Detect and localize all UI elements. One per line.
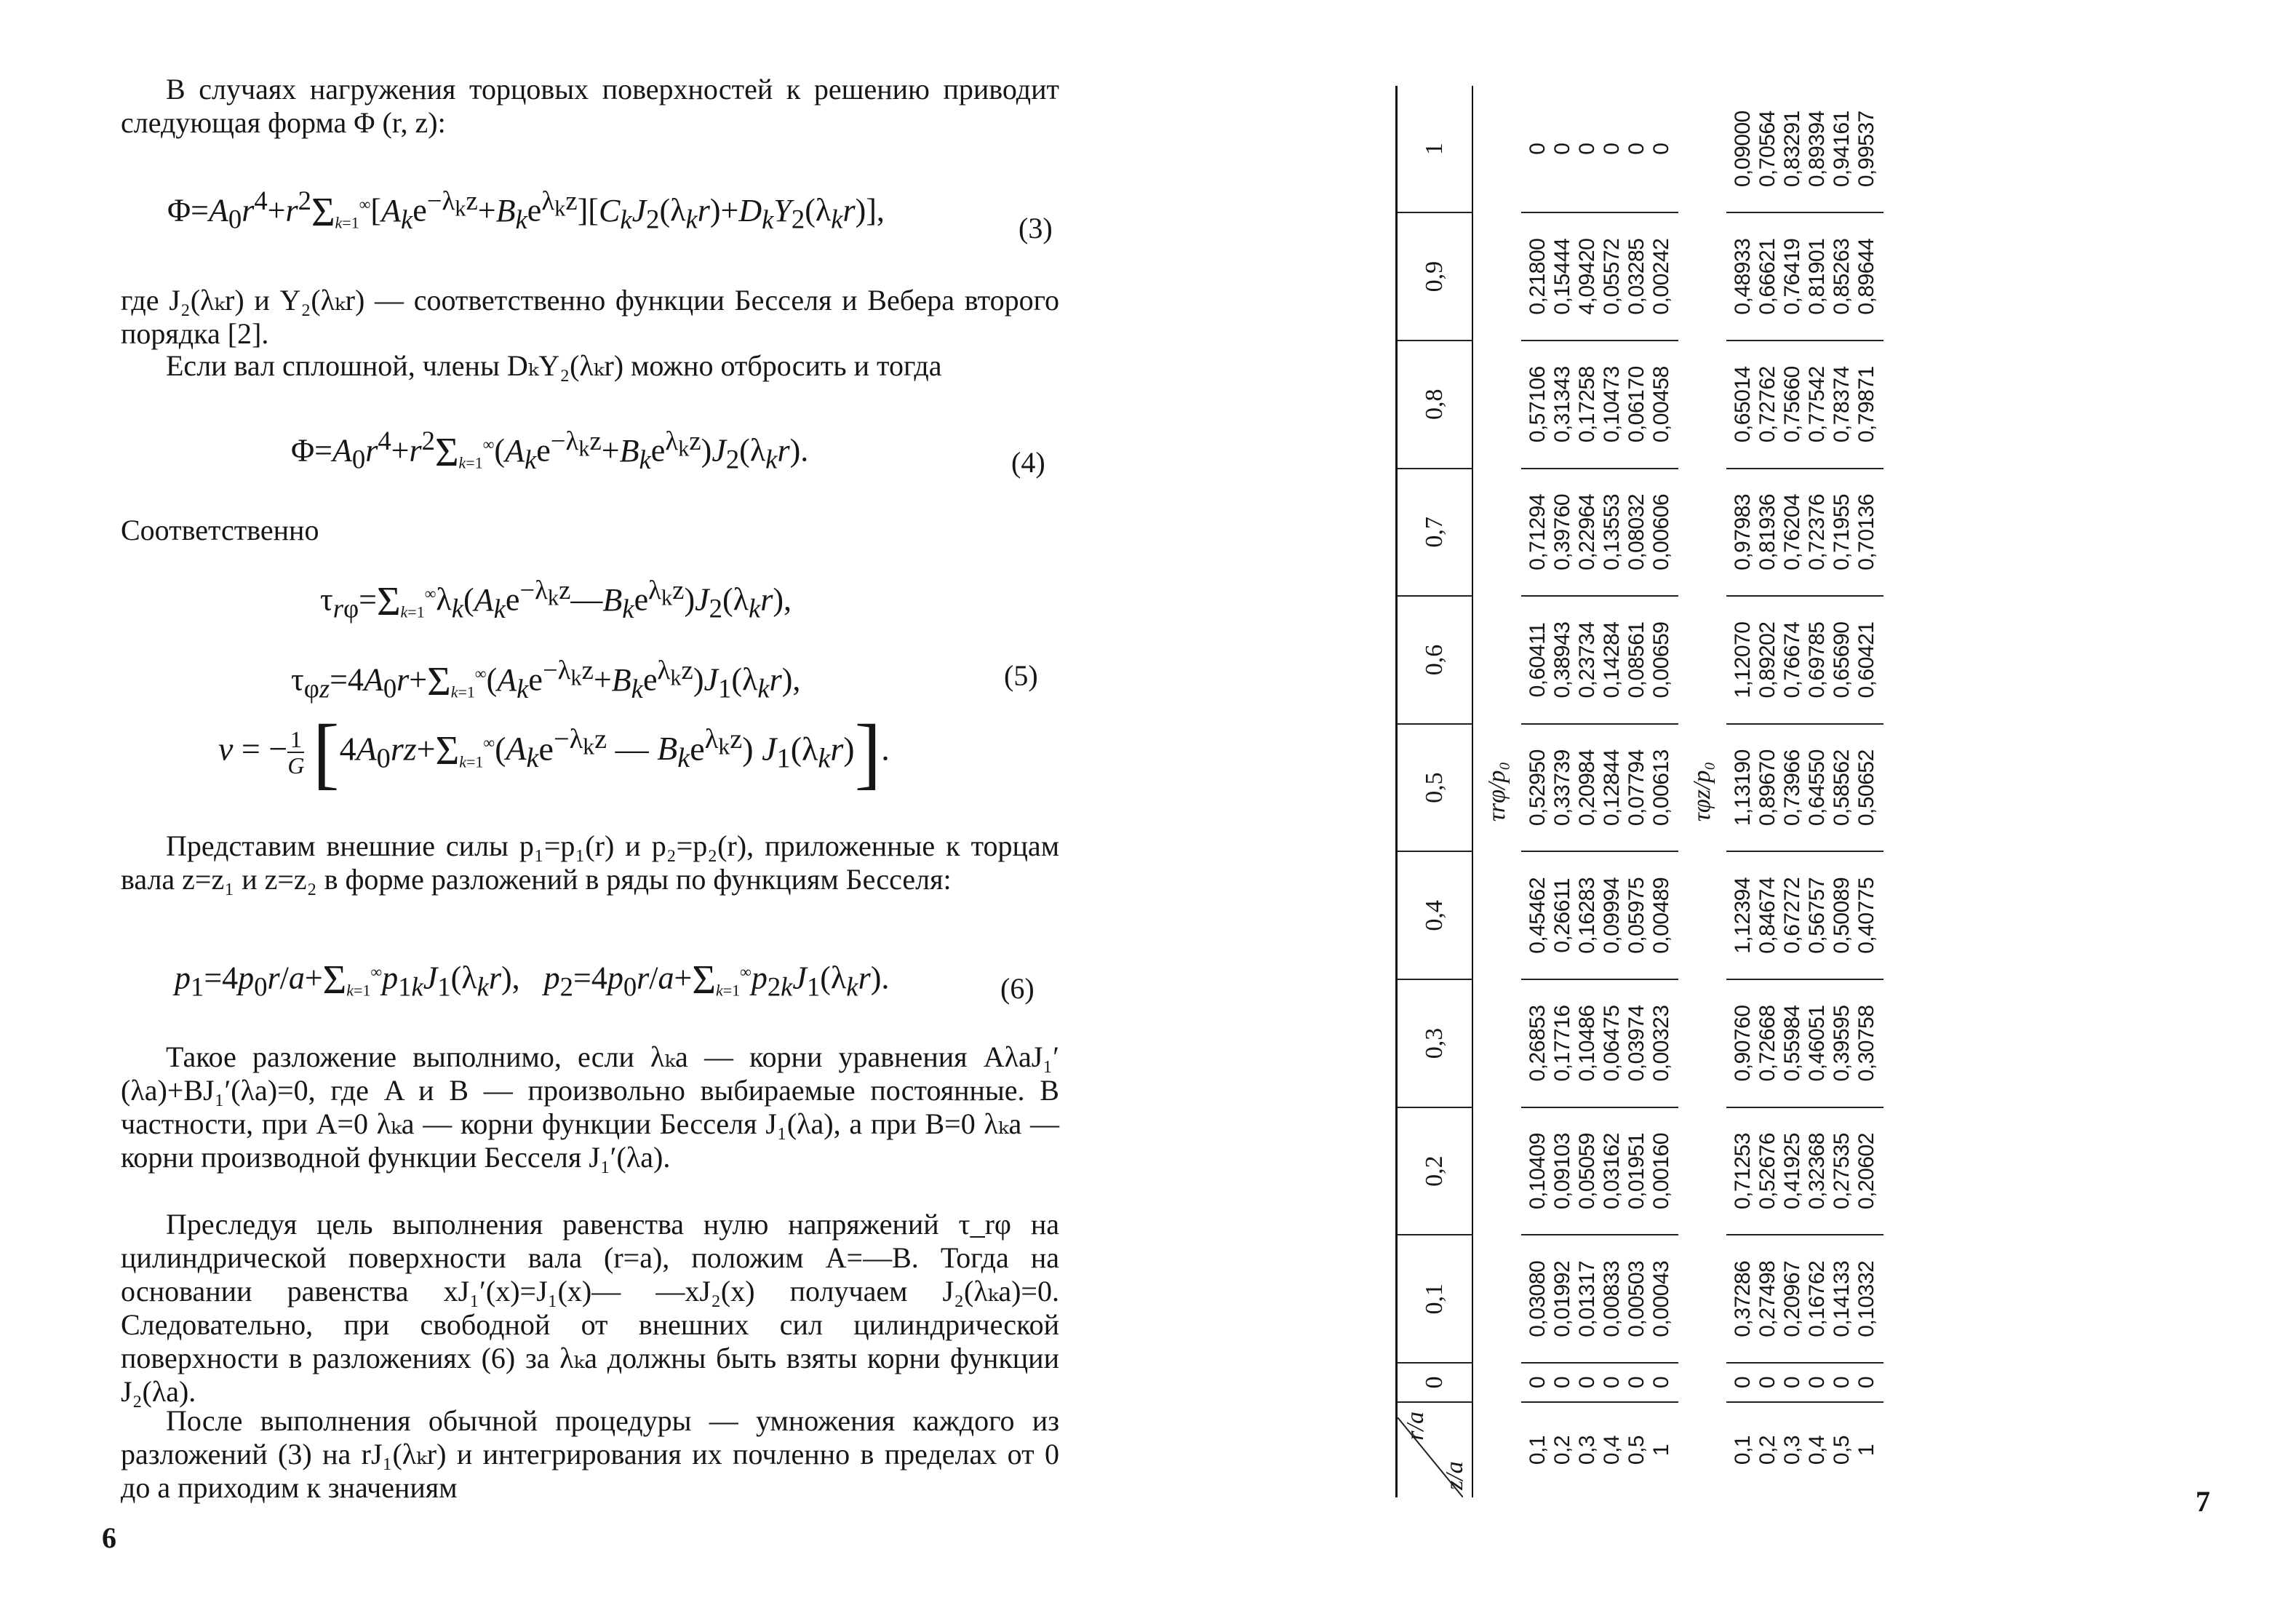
cell-value: 0,66621 <box>1755 238 1779 315</box>
cell-value: 0,00323 <box>1649 1005 1673 1082</box>
cell-value: 0,89670 <box>1755 749 1779 827</box>
cell-value: 0,06170 <box>1625 366 1649 443</box>
paragraph-intro: В случаях нагружения торцовых поверхностей к решению приводит следующая форма Φ (r, z): <box>121 73 1059 139</box>
cell-value: 0 <box>1625 1376 1649 1389</box>
paragraph-bessel-weber: где J₂(λₖr) и Y₂(λₖr) — соответственно функции Бесселя и Вебера второго порядка [2]. <box>121 284 1059 350</box>
cell-value: 0,08032 <box>1625 493 1649 570</box>
cell-value: 0,05059 <box>1575 1133 1599 1210</box>
rotated-stress-table <box>1395 86 1878 1497</box>
equation-3: $\Phi=A_0r^4+r^2\Sigma_{k=1}^\infty[A_ke^{-\lambda_kz}+B_ke^{\lambda_kz}][C_kJ_2(\lambda_kr)+D_kY_2(\lambda_kr)]$, <box>167 186 885 235</box>
cell-value: 0,72762 <box>1755 366 1779 443</box>
cell-value: 0,57106 <box>1526 366 1550 443</box>
cell-value: 0,14133 <box>1830 1260 1854 1337</box>
z-value: 0,1 <box>1526 1435 1550 1465</box>
cell-value: 0,83291 <box>1780 111 1804 188</box>
cell-value: 0,37286 <box>1731 1260 1755 1337</box>
paragraph-stress-condition: Преследуя цель выполнения равенства нулю напряжений τ_rφ на цилиндрической поверхности вала (r=a), положим A=—B. Тогда на основании равенства xJ₁′(x)=J₁(x)— —xJ₂(x) получаем J₂(λₖa)=0. Следовательно, при свободной от внешних сил цилиндрической поверхности в разложениях (6) за λₖa должны быть взяты корни функции J₂(λa). <box>121 1208 1059 1408</box>
paragraph-procedure: После выполнения обычной процедуры — умножения каждого из разложений (3) на rJ₁(λₖr) и интегрирования их почленно в пределах от 0 до a приходим к значениям <box>121 1404 1059 1504</box>
column-header: 0,6 <box>1397 596 1473 724</box>
cell-value: 0 <box>1830 1376 1854 1389</box>
cell-value: 0,00458 <box>1649 366 1673 443</box>
cell-value: 0,64550 <box>1805 749 1829 827</box>
cell-value: 0,65690 <box>1830 621 1854 698</box>
cell-value: 0,71253 <box>1731 1133 1755 1210</box>
cell-value: 0,81936 <box>1755 493 1779 570</box>
cell-value: 0 <box>1780 1376 1804 1389</box>
table-cell <box>1726 1107 1884 1235</box>
cell-value: 0,17716 <box>1550 1005 1574 1082</box>
z-value: 0,1 <box>1731 1435 1755 1465</box>
cell-value: 0,69785 <box>1805 621 1829 698</box>
cell-value: 0,84674 <box>1755 877 1779 954</box>
column-header: 0,1 <box>1397 1235 1473 1363</box>
cell-value: 0,56757 <box>1805 877 1829 954</box>
column-header: 0 <box>1397 1363 1473 1402</box>
cell-value: 0 <box>1805 1376 1829 1389</box>
cell-value: 0,26853 <box>1526 1005 1550 1082</box>
cell-value: 0,16283 <box>1575 877 1599 954</box>
cell-value: 0,12844 <box>1600 749 1624 827</box>
table-row <box>1726 86 1884 1497</box>
cell-value: 0,76204 <box>1780 493 1804 570</box>
cell-value: 0,45462 <box>1526 877 1550 954</box>
cell-value: 0,07794 <box>1625 749 1649 827</box>
equation-4-number: (4) <box>1011 446 1045 479</box>
cell-value: 0,10409 <box>1526 1133 1550 1210</box>
cell-value: 0,13553 <box>1600 493 1624 570</box>
paragraph-expansion: Такое разложение выполнимо, если λₖa — корни уравнения AλaJ₁′(λa)+BJ₁′(λa)=0, где A и B — произвольно выбираемые постоянные. В частности, при A=0 λₖa — корни функции Бесселя J₁(λa), а при B=0 λₖa — корни производной функции Бесселя J₁′(λa). <box>121 1040 1059 1174</box>
cell-value: 0 <box>1600 143 1624 155</box>
table-cell <box>1726 1363 1884 1402</box>
equation-5b: $\tau_{\varphi z}=4A_0r+\Sigma_{k=1}^\infty(A_ke^{-\lambda_kz}+B_ke^{\lambda_kz})J_1(\lambda_kr)$, <box>291 655 801 704</box>
z-value: 0,5 <box>1830 1435 1854 1465</box>
cell-value: 1,12070 <box>1731 621 1755 698</box>
cell-value: 0,50652 <box>1854 749 1878 827</box>
z-value: 0,3 <box>1575 1435 1599 1465</box>
cell-value: 0,48933 <box>1731 238 1755 315</box>
corner-label-za: z/a <box>1441 1461 1468 1490</box>
cell-value: 0,22964 <box>1575 493 1599 570</box>
cell-value: 0,00606 <box>1649 493 1673 570</box>
cell-value: 0,72668 <box>1755 1005 1779 1082</box>
cell-value: 0,00613 <box>1649 749 1673 827</box>
equation-5-number: (5) <box>1004 659 1038 692</box>
z-value: 0,4 <box>1600 1435 1624 1465</box>
cell-value: 0,30758 <box>1854 1005 1878 1082</box>
cell-value: 0,38943 <box>1550 621 1574 698</box>
cell-value: 0,89202 <box>1755 621 1779 698</box>
table-cell <box>1726 979 1884 1107</box>
equation-5a: $\tau_{r\varphi}=\Sigma_{k=1}^\infty\lambda_k(A_ke^{-\lambda_kz}—B_ke^{\lambda_kz})J_2(\lambda_kr)$, <box>320 575 792 624</box>
cell-value: 0,00489 <box>1649 877 1673 954</box>
cell-value: 0,03974 <box>1625 1005 1649 1082</box>
table-cell <box>1521 469 1678 597</box>
corner-label-ra: r/a <box>1402 1412 1429 1441</box>
cell-value: 0,33739 <box>1550 749 1574 827</box>
page-number-right: 7 <box>2196 1485 2210 1518</box>
cell-value: 0 <box>1550 143 1574 155</box>
cell-value: 0,58562 <box>1830 749 1854 827</box>
cell-value: 0 <box>1625 143 1649 155</box>
cell-value: 0,85263 <box>1830 238 1854 315</box>
cell-value: 0,27498 <box>1755 1260 1779 1337</box>
table-cell <box>1521 341 1678 469</box>
column-header: 0,5 <box>1397 724 1473 852</box>
cell-value: 0 <box>1575 1376 1599 1389</box>
paragraph-correspondingly: Соответственно <box>121 514 319 546</box>
column-header: 0,9 <box>1397 212 1473 341</box>
section-label-tphiz: τφz/p₀ <box>1689 761 1715 822</box>
table-cell <box>1726 1235 1884 1363</box>
table-cell <box>1726 724 1884 852</box>
column-header: 1 <box>1397 86 1473 212</box>
cell-value: 0,76419 <box>1780 238 1804 315</box>
column-header: 0,2 <box>1397 1107 1473 1235</box>
table-cell <box>1726 596 1884 724</box>
table-header-row <box>1397 86 1473 1497</box>
cell-value: 4,09420 <box>1575 238 1599 315</box>
cell-value: 0,71955 <box>1830 493 1854 570</box>
cell-value: 0,39595 <box>1830 1005 1854 1082</box>
column-header: 0,4 <box>1397 851 1473 979</box>
cell-value: 0,72376 <box>1805 493 1829 570</box>
cell-value: 0,09000 <box>1731 111 1755 188</box>
cell-value: 0,81901 <box>1805 238 1829 315</box>
cell-value: 0,94161 <box>1830 111 1854 188</box>
cell-value: 1,12394 <box>1731 877 1755 954</box>
cell-value: 0,89644 <box>1854 238 1878 315</box>
cell-value: 0,40775 <box>1854 877 1878 954</box>
z-value: 0,5 <box>1625 1435 1649 1465</box>
equation-6: $p_1=4p_0r/a+\Sigma_{k=1}^\infty p_{1k}J_1(\lambda_kr)$, $p_2=4p_0r/a+\Sigma_{k=1}^\infty p_{2k}J_1(\lambda_kr)$. <box>175 957 890 1003</box>
cell-value: 0 <box>1731 1376 1755 1389</box>
cell-value: 0,03162 <box>1600 1133 1624 1210</box>
z-values-cell <box>1726 1402 1884 1497</box>
cell-value: 0,03080 <box>1526 1260 1550 1337</box>
cell-value: 0 <box>1550 1376 1574 1389</box>
table-cell <box>1521 212 1678 341</box>
cell-value: 0 <box>1649 1376 1673 1389</box>
cell-value: 0 <box>1575 143 1599 155</box>
cell-value: 0,75660 <box>1780 366 1804 443</box>
cell-value: 0,09103 <box>1550 1133 1574 1210</box>
cell-value: 0,21800 <box>1526 238 1550 315</box>
table-cell <box>1726 469 1884 597</box>
cell-value: 0,03285 <box>1625 238 1649 315</box>
cell-value: 0,89394 <box>1805 111 1829 188</box>
cell-value: 0,70136 <box>1854 493 1878 570</box>
cell-value: 0,01317 <box>1575 1260 1599 1337</box>
cell-value: 0,60421 <box>1854 621 1878 698</box>
cell-value: 0,01992 <box>1550 1260 1574 1337</box>
cell-value: 0,67272 <box>1780 877 1804 954</box>
cell-value: 0,79871 <box>1854 366 1878 443</box>
cell-value: 0,00242 <box>1649 238 1673 315</box>
column-header: 0,3 <box>1397 979 1473 1107</box>
table-cell <box>1726 341 1884 469</box>
cell-value: 0 <box>1526 143 1550 155</box>
cell-value: 0 <box>1649 143 1673 155</box>
table-cell <box>1521 1235 1678 1363</box>
cell-value: 0,17258 <box>1575 366 1599 443</box>
column-header: 0,7 <box>1397 469 1473 597</box>
section-label-trphi: τrφ/p₀ <box>1483 761 1510 822</box>
cell-value: 0,00659 <box>1649 621 1673 698</box>
cell-value: 0,52676 <box>1755 1133 1779 1210</box>
cell-value: 0,77542 <box>1805 366 1829 443</box>
z-value: 0,2 <box>1755 1435 1779 1465</box>
z-values-cell <box>1521 1402 1678 1497</box>
stress-table <box>1395 86 1884 1497</box>
cell-value: 0,90760 <box>1731 1005 1755 1082</box>
z-value: 0,4 <box>1805 1435 1829 1465</box>
equation-5c: v = − 1 G [$4A_0rz+\Sigma_{k=1}^\infty(A_ke^{-\lambda_kz}$ — $B_ke^{\lambda_kz}$) $J_1(\lambda_kr)$]. <box>218 707 890 797</box>
cell-value: 0,20984 <box>1575 749 1599 827</box>
z-value: 0,2 <box>1550 1435 1574 1465</box>
cell-value: 0,06475 <box>1600 1005 1624 1082</box>
cell-value: 0,20967 <box>1780 1260 1804 1337</box>
cell-value: 1,13190 <box>1731 749 1755 827</box>
table-cell <box>1521 1363 1678 1402</box>
cell-value: 0,32368 <box>1805 1133 1829 1210</box>
cell-value: 0,10332 <box>1854 1260 1878 1337</box>
cell-value: 0,65014 <box>1731 366 1755 443</box>
cell-value: 0,01951 <box>1625 1133 1649 1210</box>
cell-value: 0,52950 <box>1526 749 1550 827</box>
cell-value: 0,39760 <box>1550 493 1574 570</box>
cell-value: 0,09994 <box>1600 877 1624 954</box>
table-cell <box>1726 86 1884 212</box>
table-cell <box>1521 1107 1678 1235</box>
z-value: 1 <box>1854 1444 1878 1457</box>
table-cell <box>1521 979 1678 1107</box>
equation-4: $\Phi=A_0r^4+r^2\Sigma_{k=1}^\infty(A_ke^{-\lambda_kz}+B_ke^{\lambda_kz})J_2(\lambda_kr)$. <box>291 426 809 475</box>
cell-value: 0 <box>1854 1376 1878 1389</box>
table-cell <box>1726 851 1884 979</box>
cell-value: 0,71294 <box>1526 493 1550 570</box>
cell-value: 0,60411 <box>1526 622 1550 698</box>
cell-value: 0,20602 <box>1854 1133 1878 1210</box>
z-value: 0,3 <box>1780 1435 1804 1465</box>
equation-6-number: (6) <box>1000 972 1035 1005</box>
cell-value: 0,78374 <box>1830 366 1854 443</box>
equation-3-number: (3) <box>1019 212 1053 244</box>
table-cell <box>1521 596 1678 724</box>
cell-value: 0,10473 <box>1600 366 1624 443</box>
cell-value: 0,16762 <box>1805 1260 1829 1337</box>
cell-value: 0,46051 <box>1805 1005 1829 1082</box>
cell-value: 0,23734 <box>1575 621 1599 698</box>
column-header: 0,8 <box>1397 341 1473 469</box>
z-value: 1 <box>1649 1444 1673 1457</box>
cell-value: 0,05572 <box>1600 238 1624 315</box>
cell-value: 0,00503 <box>1625 1260 1649 1337</box>
cell-value: 0,08561 <box>1625 621 1649 698</box>
cell-value: 0,10486 <box>1575 1005 1599 1082</box>
cell-value: 0,00043 <box>1649 1260 1673 1337</box>
right-page <box>1148 0 2296 1624</box>
cell-value: 0,05975 <box>1625 877 1649 954</box>
page-number-left: 6 <box>102 1521 116 1554</box>
cell-value: 0,41925 <box>1780 1133 1804 1210</box>
cell-value: 0,50089 <box>1830 877 1854 954</box>
table-cell <box>1521 851 1678 979</box>
cell-value: 0,55984 <box>1780 1005 1804 1082</box>
cell-value: 0,00833 <box>1600 1260 1624 1337</box>
cell-value: 0,14284 <box>1600 621 1624 698</box>
paragraph-solid-shaft: Если вал сплошной, члены DₖY₂(λₖr) можно отбросить и тогда <box>166 349 942 382</box>
cell-value: 0,73966 <box>1780 749 1804 827</box>
cell-value: 0,97983 <box>1731 493 1755 570</box>
cell-value: 0,15444 <box>1550 238 1574 315</box>
cell-value: 0 <box>1600 1376 1624 1389</box>
cell-value: 0 <box>1526 1376 1550 1389</box>
cell-value: 0,70564 <box>1755 111 1779 188</box>
table-corner-cell <box>1397 1402 1473 1497</box>
cell-value: 0,99537 <box>1854 111 1878 188</box>
table-row <box>1521 86 1678 1497</box>
cell-value: 0,31343 <box>1550 366 1574 443</box>
cell-value: 0,27535 <box>1830 1133 1854 1210</box>
paragraph-external-forces: Представим внешние силы p₁=p₁(r) и p₂=p₂(r), приложенные к торцам вала z=z₁ и z=z₂ в форме разложений в ряды по функциям Бесселя: <box>121 829 1059 896</box>
cell-value: 0 <box>1755 1376 1779 1389</box>
cell-value: 0,76674 <box>1780 621 1804 698</box>
table-cell <box>1726 212 1884 341</box>
table-cell <box>1521 86 1678 212</box>
cell-value: 0,00160 <box>1649 1133 1673 1210</box>
cell-value: 0,26611 <box>1550 877 1574 953</box>
table-cell <box>1521 724 1678 852</box>
